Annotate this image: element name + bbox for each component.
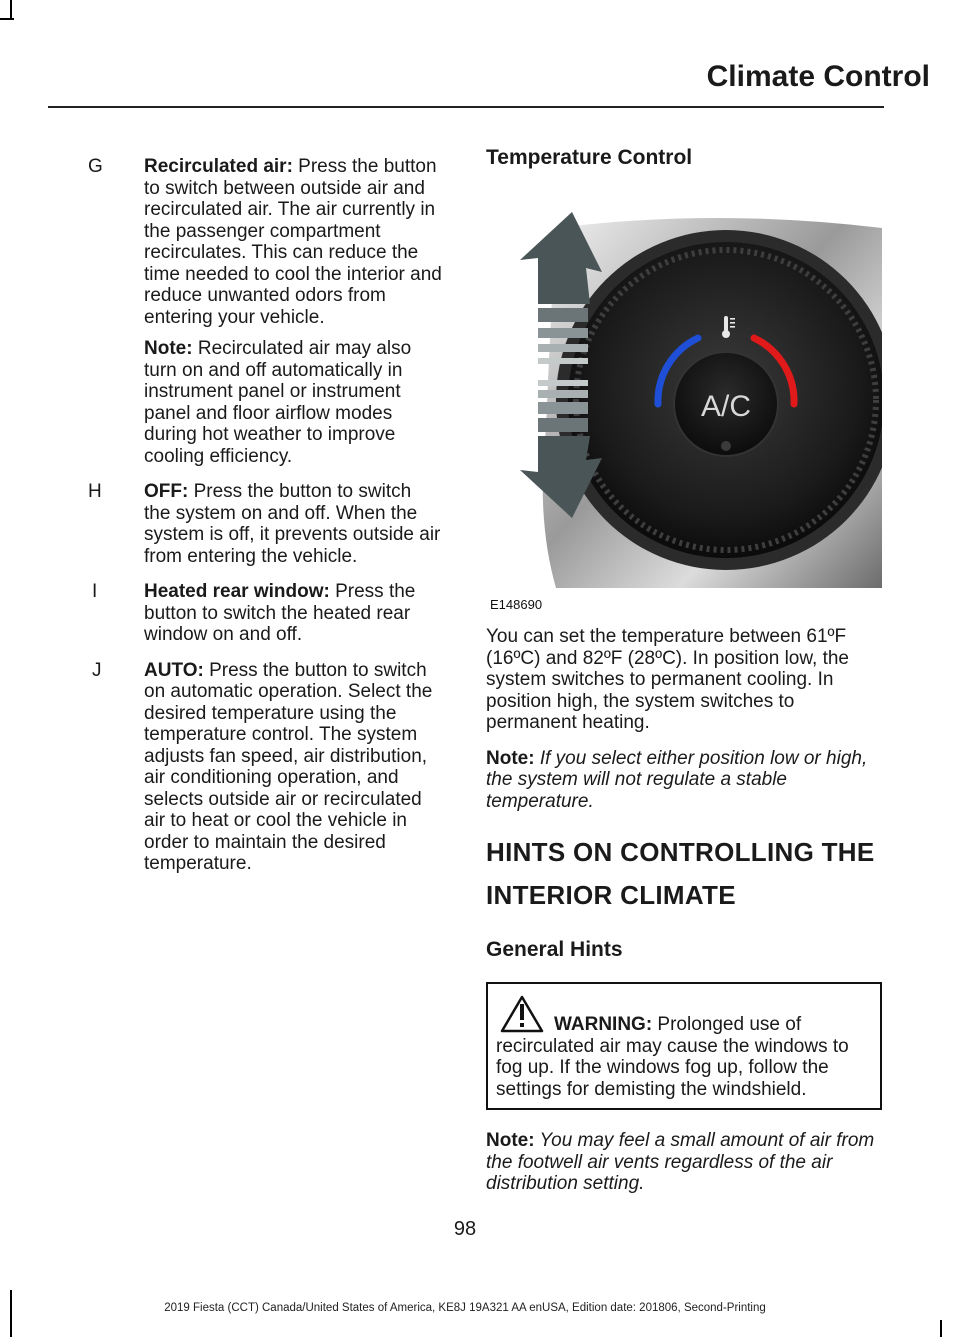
item-note: Note: Recirculated air may also turn on and off automatically in instrument panel or instrument panel and floor airflow modes during hot weather to improve cooling efficiency. [144, 338, 412, 467]
note-paragraph: Note: You may feel a small amount of air from the footwell air vents regardless of the air distribution setting. [486, 1130, 875, 1194]
crop-mark [0, 18, 14, 20]
section-heading: HINTS ON CONTROLLING THE INTERIOR CLIMATE [486, 837, 875, 910]
ac-label: A/C [700, 390, 752, 423]
item-text: OFF: Press the button to switch the system on and off. When the system is off, it prevents outside air from entering the vehicle. [144, 481, 441, 567]
list-item [80, 581, 442, 646]
note-paragraph: Note: If you select either position low or high, the system will not regulate a stable temperature. [486, 747, 868, 812]
header-divider [48, 106, 884, 108]
footer-text: 2019 Fiesta (CCT) Canada/United States of America, KE8J 19A321 AA enUSA, Edition date: 201806, Second-Printing [164, 1302, 766, 1314]
item-letter: J [92, 659, 102, 681]
page-number: 98 [453, 1218, 477, 1240]
crop-mark [10, 0, 12, 20]
page-title: Climate Control [706, 60, 930, 93]
item-letter: I [92, 581, 98, 602]
general-hints-heading: General Hints [486, 938, 623, 961]
item-letter: H [88, 481, 102, 502]
list-item [80, 481, 442, 567]
section-subheading: Temperature Control [486, 146, 693, 169]
item-text: AUTO: Press the button to switch on automatic operation. Select the desired temperature using the temperature control. The system adjusts fan speed, air distribution, air conditioning operation, and selects outside air or recirculated air to heat or cool the vehicle in order to maintain the desired temperature. [144, 659, 433, 874]
warning-triangle-icon [500, 994, 544, 1034]
left-column [80, 156, 442, 889]
item-text: Heated rear window: Press the button to switch the heated rear window on and off. [144, 581, 416, 645]
item-text: Recirculated air: Press the button to switch between outside air and recirculated air. The air currently in the passenger compartment recirculates. This can reduce the time needed to cool the interior and reduce unwanted odors from entering your vehicle. [144, 156, 442, 328]
temperature-paragraph: You can set the temperature between 61ºF (16ºC) and 82ºF (28ºC). In position low, the system switches to permanent cooling. In position high, the system switches to permanent heating. [486, 626, 849, 733]
crop-mark [940, 1320, 942, 1337]
list-item [80, 156, 442, 467]
item-letter: G [88, 156, 103, 177]
warning-box [486, 982, 882, 1110]
list-item [80, 660, 442, 875]
figure-id: E148690 [490, 597, 543, 612]
right-column [486, 146, 882, 1195]
warning-text: WARNING: Prolonged use of recirculated air may cause the windows to fog up. If the windows fog up, follow the settings for demisting the windshield. [496, 1014, 849, 1100]
temperature-control-figure [486, 188, 882, 612]
temperature-knob-illustration [486, 188, 882, 588]
